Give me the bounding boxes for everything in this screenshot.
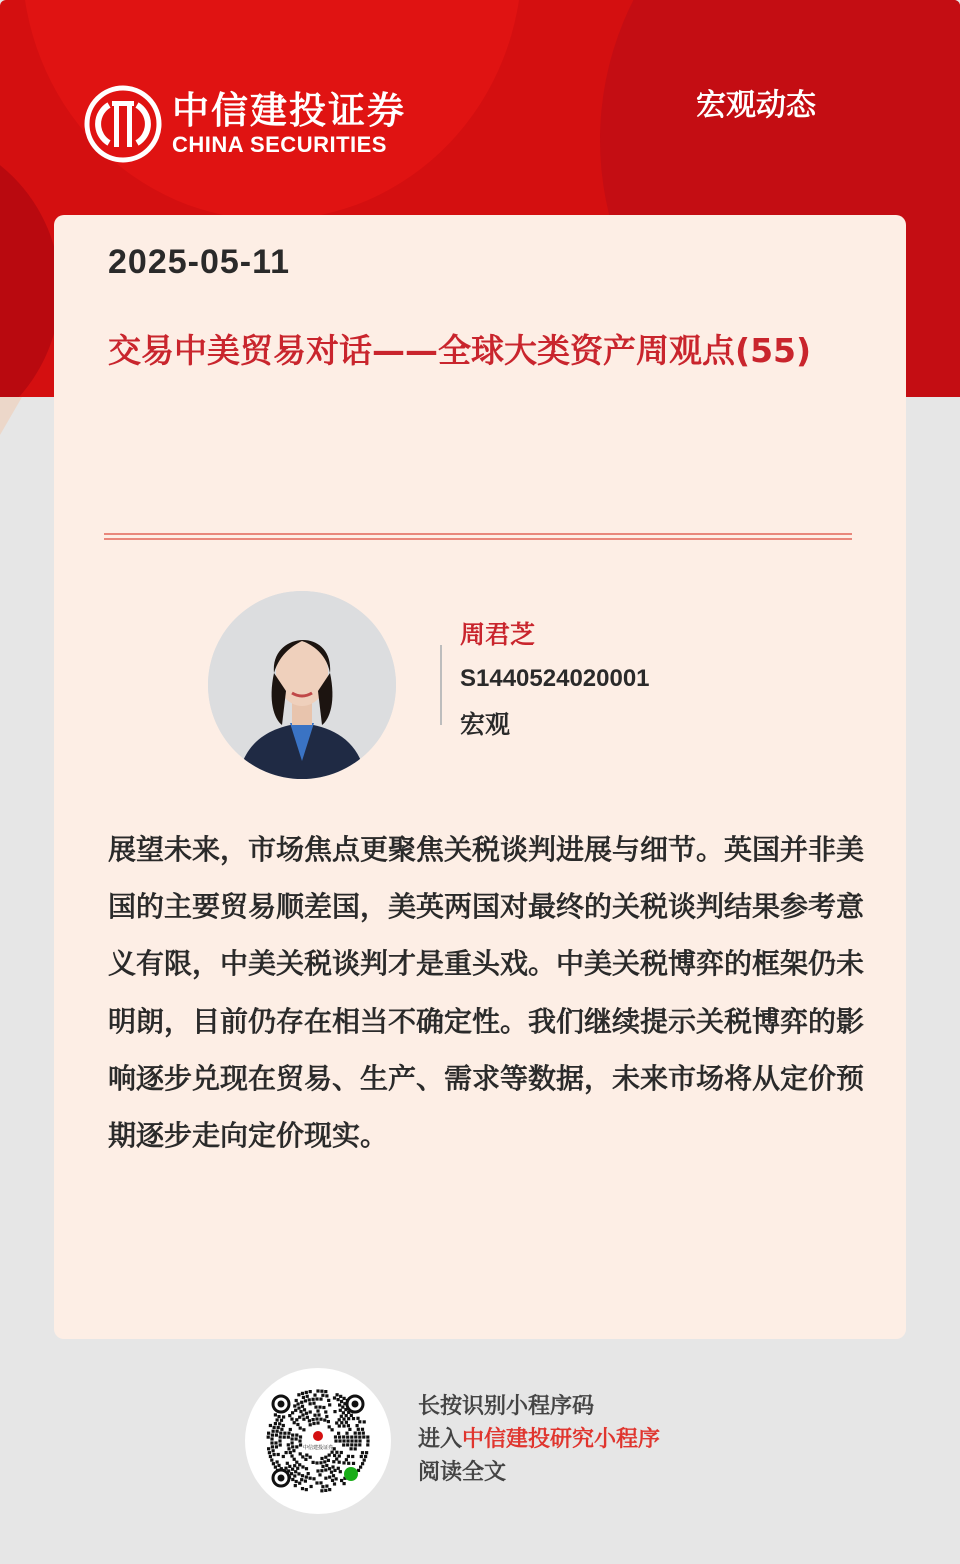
author-license: S1440524020001 — [460, 665, 650, 692]
logo-english-name: CHINA SECURITIES — [172, 132, 387, 157]
author-name: 周君芝 — [460, 620, 536, 649]
mini-program-name: 中信建投研究小程序 — [462, 1426, 661, 1452]
header-decor-circle — [0, 130, 60, 397]
qr-instruction-line3: 阅读全文 — [418, 1459, 507, 1485]
author-avatar — [208, 591, 396, 779]
header-decor-wedge — [0, 397, 22, 435]
author-department: 宏观 — [460, 710, 511, 739]
qr-instruction-line2: 进入中信建投研究小程序 — [418, 1426, 661, 1452]
publish-date: 2025-05-11 — [108, 243, 291, 281]
qr-center-label: 中信建投证券 — [302, 1445, 334, 1451]
mini-program-badge-icon — [344, 1467, 358, 1481]
article-card — [54, 215, 906, 1339]
author-separator — [440, 645, 442, 725]
qr-instruction-line1: 长按识别小程序码 — [418, 1393, 595, 1419]
brand-logo — [84, 84, 406, 164]
citic-logo-icon — [84, 85, 162, 163]
article-summary: 展望未来，市场焦点更聚焦关税谈判进展与细节。英国并非美国的主要贸易顺差国，美英两国对最终的关税谈判结果参考意义有限，中美关税谈判才是重头戏。中美关税博弈的框架仍未明朗，目前仍存在相当不确定性。我们继续提示关税博弈的影响逐步兑现在贸易、生产、需求等数据，未来市场将从定价预期逐步走向定价现实。 — [108, 833, 865, 1153]
section-label: 宏观动态 — [696, 88, 816, 123]
article-title[interactable]: 交易中美贸易对话——全球大类资产周观点(55) — [108, 331, 812, 370]
qr-code-icon — [263, 1386, 373, 1496]
mini-program-qr-code[interactable] — [245, 1368, 391, 1514]
qr-instructions — [418, 1390, 660, 1489]
logo-chinese-name: 中信建投证券 — [172, 88, 406, 132]
author-portrait-icon — [208, 591, 396, 779]
title-divider — [104, 533, 852, 540]
